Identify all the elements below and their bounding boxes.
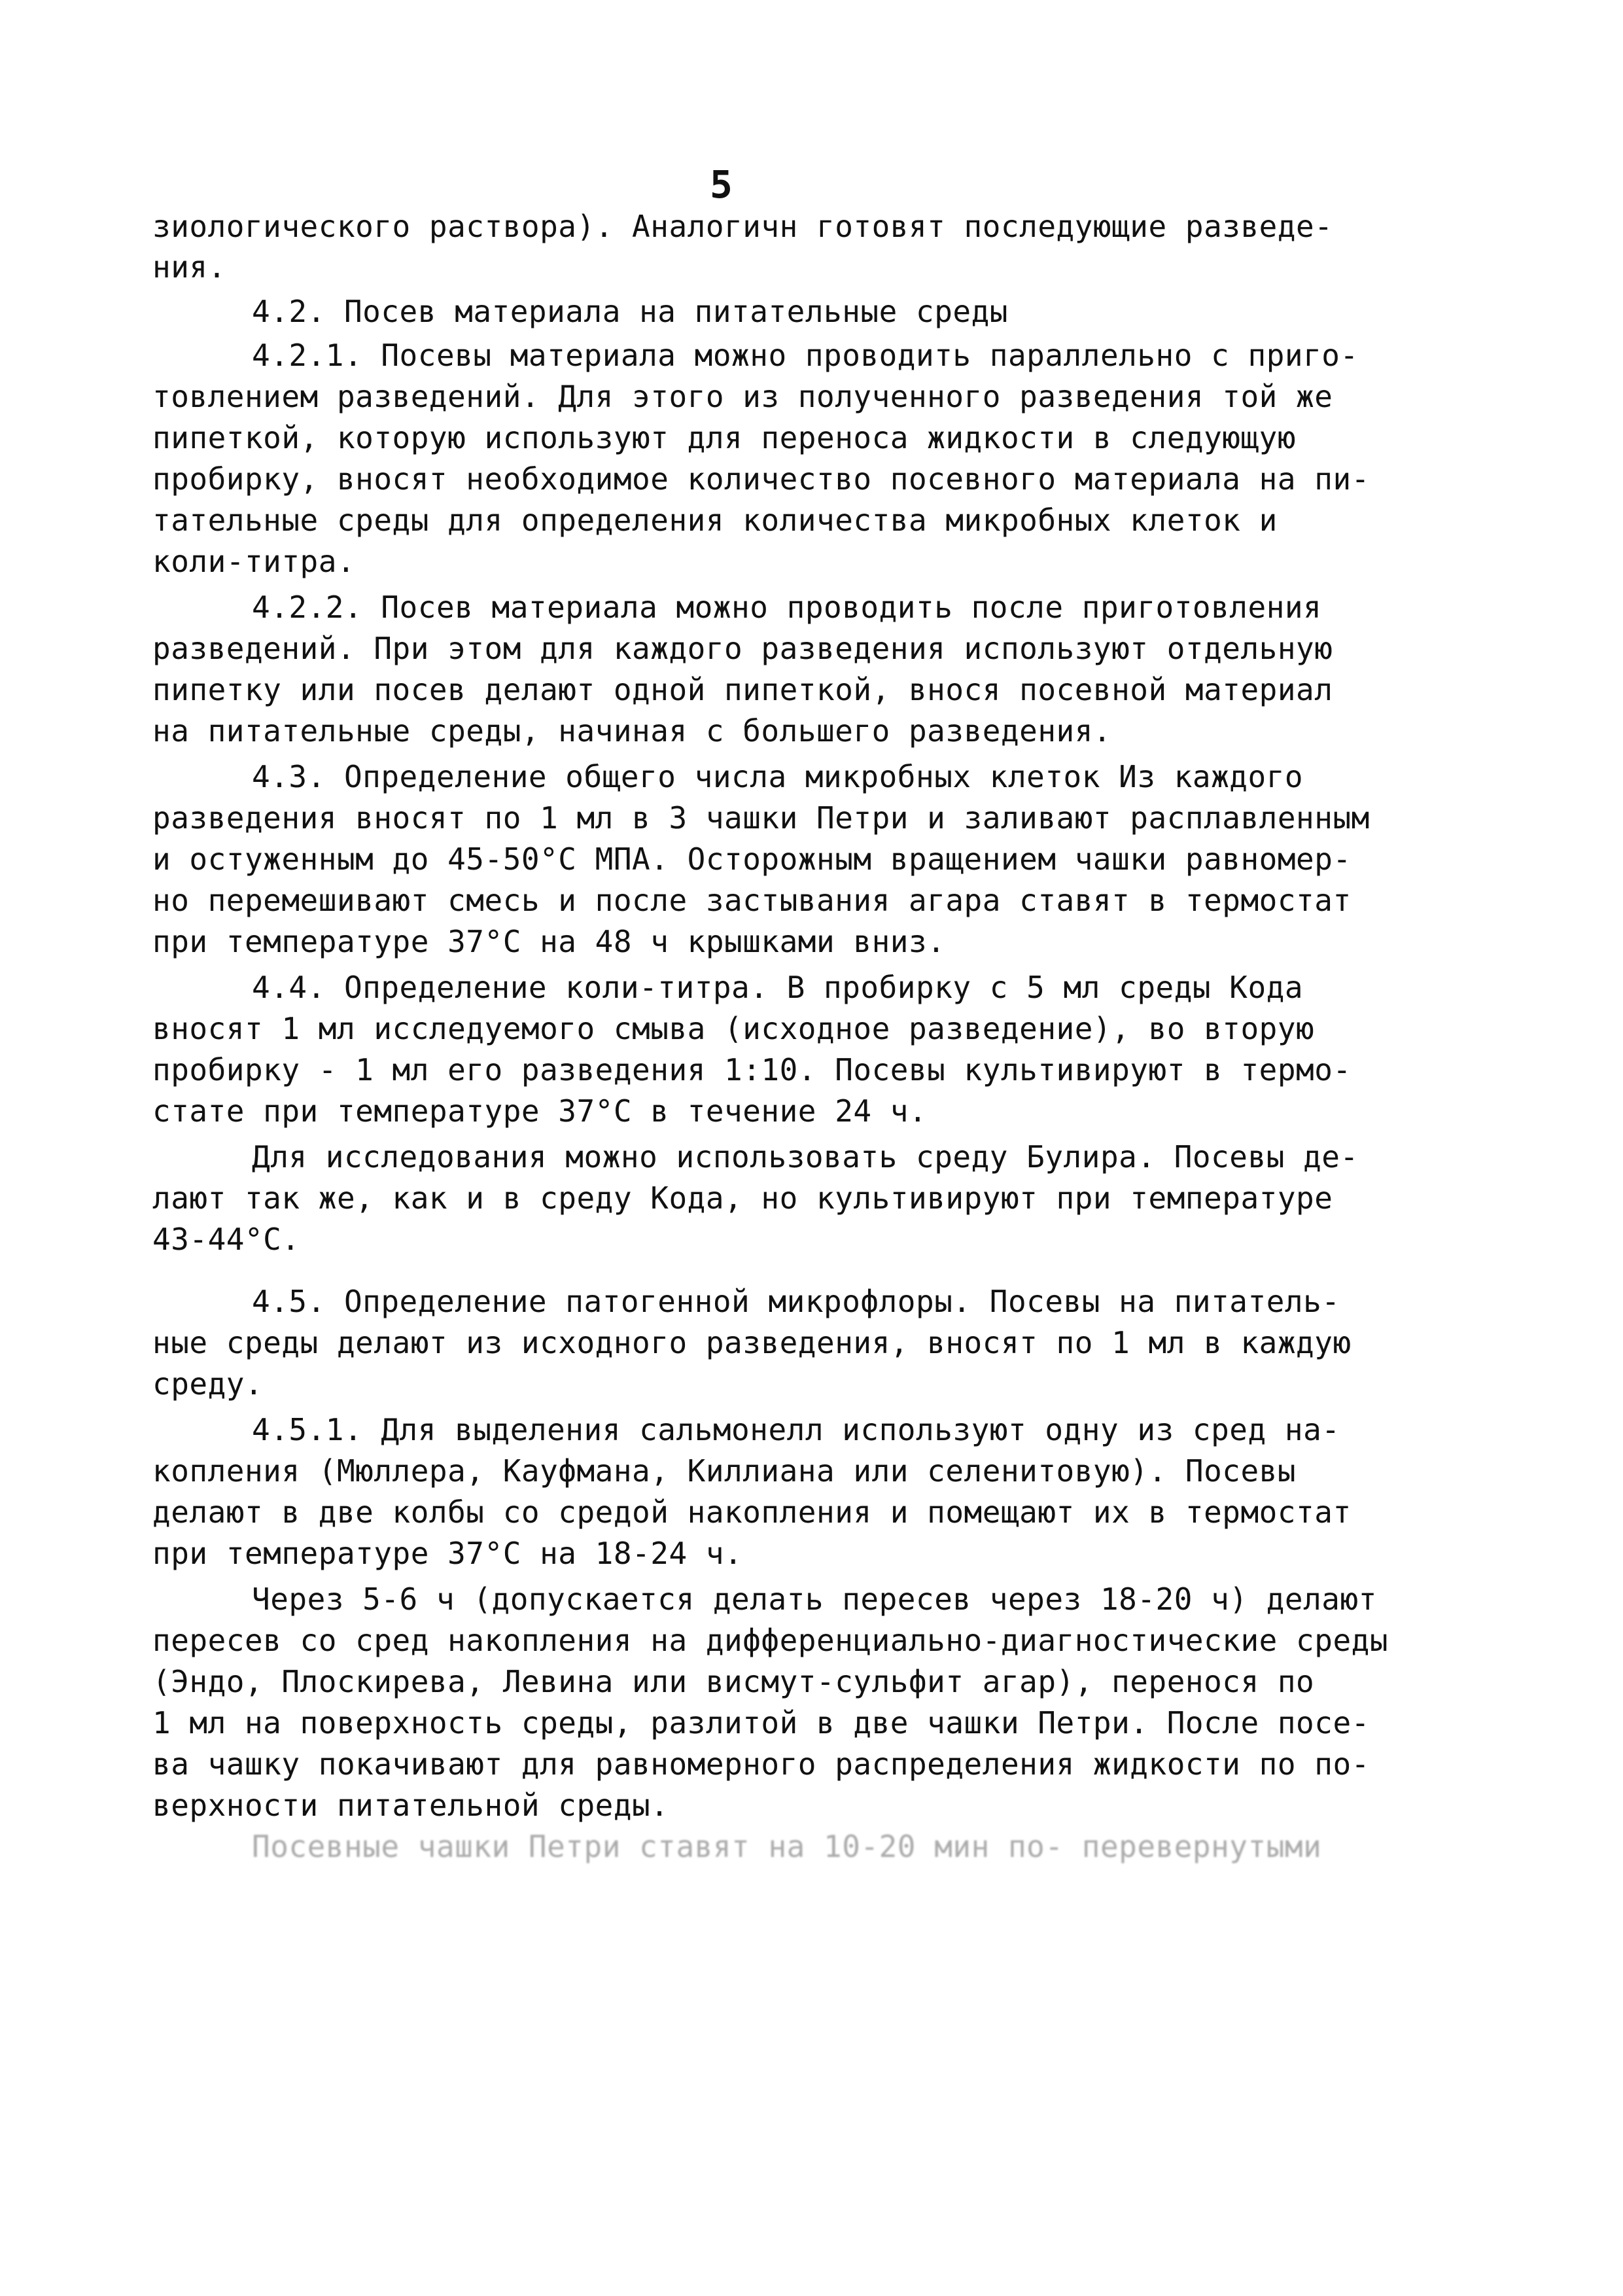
text-line: верхности питательной среды.: [152, 1788, 669, 1823]
text-line: и остуженным до 45-50°С МПА. Осторожным вращением чашки равномер-: [152, 841, 1352, 877]
text-line: 4.2.2. Посев материала можно проводить после приготовления: [252, 590, 1322, 625]
text-line: пипеткой, которую используют для переноса жидкости в следующую: [152, 420, 1297, 455]
section-heading: 4.4. Определение коли-титра. В пробирку с 5 мл среды Кода: [252, 970, 1304, 1005]
text-line: зиологического раствора). Аналогичн готовят последующие разведе-: [152, 209, 1333, 244]
text-line: среду.: [152, 1366, 264, 1402]
text-line: делают в две колбы со средой накопления и помещают их в термостат: [152, 1494, 1352, 1530]
faded-text-line: Посевные чашки Петри ставят на 10-20 мин по- перевернутыми: [252, 1829, 1322, 1864]
text-line: ные среды делают из исходного разведения, вносят по 1 мл в каждую: [152, 1325, 1352, 1360]
text-line: лают так же, как и в среду Кода, но культивируют при температуре: [152, 1180, 1333, 1216]
text-line: вносят 1 мл исследуемого смыва (исходное разведение), во вторую: [152, 1011, 1315, 1046]
section-heading: 4.2. Посев материала на питательные среды: [252, 294, 1008, 329]
text-line: 4.2.1. Посевы материала можно проводить параллельно с приго-: [252, 338, 1359, 373]
text-line: пробирку - 1 мл его разведения 1:10. Посевы культивируют в термо-: [152, 1052, 1352, 1087]
text-line: коли-титра.: [152, 544, 356, 579]
text-line: тательные среды для определения количества микробных клеток и: [152, 503, 1278, 538]
text-line: разведения вносят по 1 мл в 3 чашки Петри и заливают расплавленным: [152, 800, 1370, 836]
text-line: ния.: [152, 249, 226, 285]
text-line: стате при температуре 37°С в течение 24 ч.: [152, 1093, 928, 1129]
text-line: товлением разведений. Для этого из полученного разведения той же: [152, 379, 1333, 414]
section-heading: 4.5. Определение патогенной микрофлоры. Посевы на питатель-: [252, 1284, 1340, 1319]
text-line: на питательные среды, начиная с большего разведения.: [152, 713, 1112, 749]
section-heading: 4.3. Определение общего числа микробных клеток Из каждого: [252, 759, 1304, 794]
section-heading: 4.5.1. Для выделения сальмонелл используют одну из сред на-: [252, 1412, 1340, 1447]
text-line: пипетку или посев делают одной пипеткой, внося посевной материал: [152, 672, 1333, 707]
page-number: 5: [710, 162, 733, 207]
text-line: (Эндо, Плоскирева, Левина или висмут-сульфит агар), перенося по: [152, 1664, 1315, 1699]
text-line: 43-44°С.: [152, 1222, 300, 1257]
text-line: Для исследования можно использовать среду Булира. Посевы де-: [252, 1139, 1359, 1174]
text-line: пересев со сред накопления на дифференциально-диагностические среды: [152, 1623, 1389, 1658]
text-line: разведений. При этом для каждого разведения используют отдельную: [152, 631, 1333, 666]
text-line: копления (Мюллера, Кауфмана, Киллиана или селенитовую). Посевы: [152, 1453, 1297, 1489]
text-line: 1 мл на поверхность среды, разлитой в две чашки Петри. После посе-: [152, 1705, 1370, 1740]
text-line: пробирку, вносят необходимое количество посевного материала на пи-: [152, 461, 1370, 497]
text-line: ва чашку покачивают для равномерного распределения жидкости по по-: [152, 1746, 1370, 1782]
text-line: Через 5-6 ч (допускается делать пересев через 18-20 ч) делают: [252, 1581, 1377, 1617]
text-line: но перемешивают смесь и после застывания агара ставят в термостат: [152, 883, 1352, 918]
text-line: при температуре 37°С на 48 ч крышками вниз.: [152, 924, 946, 959]
text-line: при температуре 37°С на 18-24 ч.: [152, 1536, 743, 1571]
